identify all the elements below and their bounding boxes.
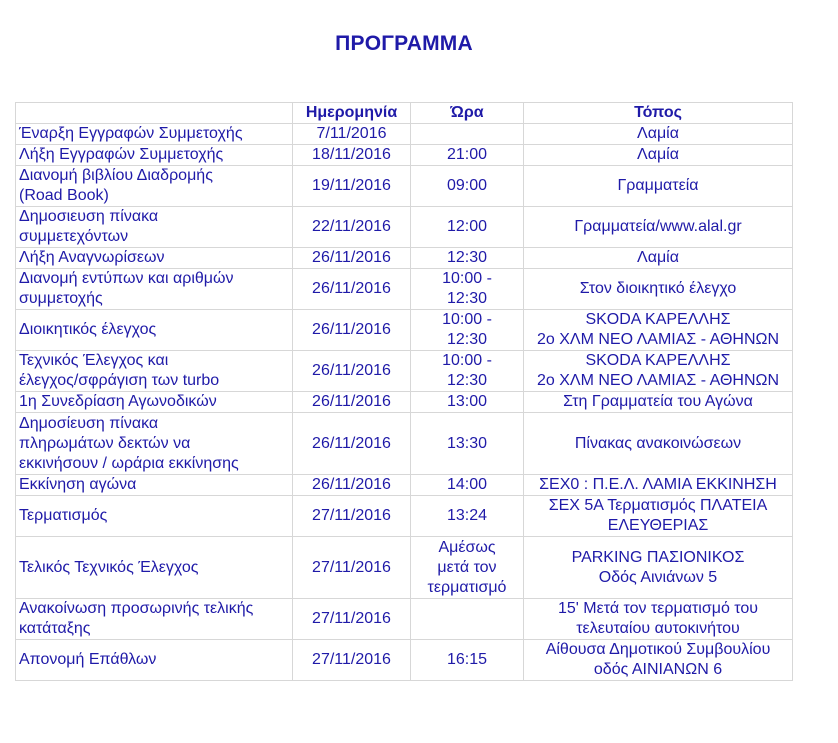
- table-row: [16, 537, 793, 599]
- cell-date: [293, 413, 411, 475]
- event-line: Λήξη Αναγνωρίσεων: [19, 249, 165, 266]
- cell-time: [411, 310, 524, 351]
- event-line: Διοικητικός έλεγχος: [19, 321, 157, 338]
- time-line: 12:30: [446, 331, 488, 348]
- event-line: Τεχνικός Έλεγχος και: [19, 352, 169, 369]
- cell-date: [293, 496, 411, 537]
- cell-time: [411, 496, 524, 537]
- date-text: 27/11/2016: [312, 651, 391, 668]
- table-row: [16, 248, 793, 269]
- place-line: Πίνακας ανακοινώσεων: [574, 434, 742, 452]
- table-row: [16, 124, 793, 145]
- event-line: πληρωμάτων δεκτών να: [19, 434, 191, 452]
- cell-date: [293, 145, 411, 166]
- place-line: Λαμία: [637, 249, 679, 266]
- cell-date: [293, 166, 411, 207]
- cell-place: [524, 166, 793, 207]
- place-line: 2ο ΧΛΜ ΝΕΟ ΛΑΜΙΑΣ - ΑΘΗΝΩΝ: [536, 331, 780, 348]
- cell-event: [16, 145, 293, 166]
- date-text: 22/11/2016: [312, 218, 391, 235]
- cell-date: [293, 207, 411, 248]
- cell-place: [524, 496, 793, 537]
- time-line: 12:00: [446, 218, 488, 235]
- cell-place: [524, 640, 793, 681]
- table-row: [16, 475, 793, 496]
- event-line: Τερματισμός: [19, 507, 108, 524]
- time-line: 10:00 -: [442, 352, 492, 369]
- cell-event: [16, 248, 293, 269]
- cell-place: [524, 145, 793, 166]
- cell-event: [16, 269, 293, 310]
- time-line: 12:30: [446, 372, 488, 389]
- place-line: Γραμματεία/www.alal.gr: [574, 218, 742, 235]
- table-row: [16, 599, 793, 640]
- place-line: Στον διοικητικό έλεγχο: [579, 280, 737, 297]
- table-row: [16, 351, 793, 392]
- cell-event: [16, 640, 293, 681]
- table-row: [16, 166, 793, 207]
- cell-place: [524, 351, 793, 392]
- page-title: ΠΡΟΓΡΑΜΜΑ: [335, 32, 473, 55]
- cell-event: [16, 537, 293, 599]
- place-line: ΕΛΕΥΘΕΡΙΑΣ: [607, 517, 709, 534]
- cell-place: [524, 269, 793, 310]
- event-line: Διανομή εντύπων και αριθμών: [19, 270, 234, 287]
- date-text: 26/11/2016: [312, 249, 391, 266]
- event-line: Τελικός Τεχνικός Έλεγχος: [19, 558, 199, 576]
- place-line: τελευταίου αυτοκινήτου: [576, 620, 740, 637]
- cell-place: [524, 392, 793, 413]
- place-line: ΣΕΧ 5Α Τερματισμός ΠΛΑΤΕΙΑ: [548, 497, 768, 514]
- place-line: 15' Μετά τον τερματισμό του: [557, 600, 759, 617]
- cell-date: [293, 537, 411, 599]
- cell-place: [524, 475, 793, 496]
- header-place: Τόπος: [524, 103, 793, 124]
- date-text: 27/11/2016: [312, 507, 391, 524]
- cell-time: [411, 351, 524, 392]
- header-date: Ημερομηνία: [293, 103, 411, 124]
- time-line: 12:30: [446, 249, 488, 266]
- cell-time: [411, 537, 524, 599]
- date-text: 27/11/2016: [312, 610, 391, 627]
- cell-event: [16, 413, 293, 475]
- place-line: Λαμία: [637, 125, 679, 142]
- event-line: Δημοσιευση πίνακα: [19, 208, 159, 225]
- place-line: Στη Γραμματεία του Αγώνα: [563, 393, 753, 410]
- date-text: 26/11/2016: [312, 321, 391, 338]
- event-line: κατάταξης: [19, 620, 91, 637]
- cell-time: [411, 124, 524, 145]
- header-time: Ώρα: [411, 103, 524, 124]
- cell-event: [16, 166, 293, 207]
- cell-event: [16, 207, 293, 248]
- event-line: Ανακοίνωση προσωρινής τελικής: [19, 600, 254, 617]
- table-row: [16, 392, 793, 413]
- date-text: 18/11/2016: [312, 146, 391, 163]
- time-line: 21:00: [446, 146, 488, 163]
- place-line: ΣΕΧ0 : Π.Ε.Λ. ΛΑΜΙΑ ΕΚΚΙΝΗΣΗ: [539, 476, 777, 493]
- cell-time: [411, 269, 524, 310]
- cell-place: [524, 537, 793, 599]
- event-line: (Road Book): [19, 187, 109, 204]
- time-line: 12:30: [446, 290, 488, 307]
- cell-time: [411, 248, 524, 269]
- date-text: 26/11/2016: [312, 393, 391, 410]
- time-line: μετά τον: [437, 558, 497, 576]
- time-line: 09:00: [446, 177, 488, 194]
- cell-event: [16, 124, 293, 145]
- cell-date: [293, 248, 411, 269]
- cell-time: [411, 475, 524, 496]
- cell-time: [411, 166, 524, 207]
- date-text: 26/11/2016: [312, 362, 391, 379]
- cell-date: [293, 640, 411, 681]
- table-row: [16, 310, 793, 351]
- cell-place: [524, 599, 793, 640]
- table-row: [16, 145, 793, 166]
- place-line: Λαμία: [637, 146, 679, 163]
- cell-event: [16, 392, 293, 413]
- date-text: 26/11/2016: [312, 434, 391, 452]
- cell-date: [293, 310, 411, 351]
- cell-place: [524, 413, 793, 475]
- event-line: Διανομή βιβλίου Διαδρομής: [19, 167, 213, 184]
- time-line: 10:00 -: [442, 270, 492, 287]
- cell-time: [411, 207, 524, 248]
- cell-event: [16, 475, 293, 496]
- time-line: 13:24: [446, 507, 488, 524]
- table-row: [16, 269, 793, 310]
- table-row: [16, 413, 793, 475]
- cell-place: [524, 248, 793, 269]
- table-row: [16, 640, 793, 681]
- table-row: [16, 207, 793, 248]
- cell-date: [293, 475, 411, 496]
- schedule-body: [16, 124, 793, 681]
- time-line: Αμέσως: [438, 538, 496, 556]
- date-text: 27/11/2016: [312, 558, 391, 576]
- date-text: 19/11/2016: [312, 177, 391, 194]
- cell-date: [293, 599, 411, 640]
- place-line: Γραμματεία: [617, 177, 699, 194]
- time-line: τερματισμό: [427, 578, 507, 596]
- date-text: 26/11/2016: [312, 476, 391, 493]
- event-line: 1η Συνεδρίαση Αγωνοδικών: [19, 393, 217, 410]
- event-line: συμμετοχής: [19, 290, 103, 307]
- date-text: 26/11/2016: [312, 280, 391, 297]
- cell-date: [293, 269, 411, 310]
- event-line: Απονομή Επάθλων: [19, 651, 157, 668]
- event-line: Έναρξη Εγγραφών Συμμετοχής: [19, 125, 243, 142]
- cell-time: [411, 413, 524, 475]
- header-event: [16, 103, 293, 124]
- time-line: 13:30: [446, 434, 488, 452]
- place-line: Οδός Αινιάνων 5: [598, 568, 718, 586]
- cell-place: [524, 207, 793, 248]
- event-line: Δημοσίευση πίνακα: [19, 414, 159, 432]
- table-header-row: [16, 103, 793, 124]
- date-text: 7/11/2016: [316, 125, 387, 142]
- cell-date: [293, 392, 411, 413]
- place-line: οδός ΑΙΝΙΑΝΩΝ 6: [593, 661, 723, 678]
- cell-date: [293, 351, 411, 392]
- place-line: PARKING ΠΑΣΙΟΝΙΚΟΣ: [571, 548, 745, 566]
- time-line: 10:00 -: [442, 311, 492, 328]
- place-line: Αίθουσα Δημοτικού Συμβουλίου: [545, 641, 771, 658]
- event-line: Εκκίνηση αγώνα: [19, 476, 137, 493]
- time-line: 14:00: [446, 476, 488, 493]
- place-line: SKODA ΚΑΡΕΛΛΗΣ: [585, 311, 731, 328]
- cell-event: [16, 310, 293, 351]
- cell-date: [293, 124, 411, 145]
- cell-time: [411, 640, 524, 681]
- cell-event: [16, 599, 293, 640]
- time-line: 13:00: [446, 393, 488, 410]
- event-line: Λήξη Εγγραφών Συμμετοχής: [19, 146, 224, 163]
- time-line: 16:15: [446, 651, 488, 668]
- place-line: 2ο ΧΛΜ ΝΕΟ ΛΑΜΙΑΣ - ΑΘΗΝΩΝ: [536, 372, 780, 389]
- event-line: εκκινήσουν / ωράρια εκκίνησης: [19, 454, 239, 472]
- table-row: [16, 496, 793, 537]
- cell-event: [16, 351, 293, 392]
- event-line: έλεγχος/σφράγιση των turbo: [19, 372, 220, 389]
- cell-place: [524, 124, 793, 145]
- cell-event: [16, 496, 293, 537]
- cell-time: [411, 392, 524, 413]
- cell-place: [524, 310, 793, 351]
- cell-time: [411, 145, 524, 166]
- cell-time: [411, 599, 524, 640]
- schedule-table: [15, 102, 793, 681]
- event-line: συμμετεχόντων: [19, 228, 129, 245]
- place-line: SKODA ΚΑΡΕΛΛΗΣ: [585, 352, 731, 369]
